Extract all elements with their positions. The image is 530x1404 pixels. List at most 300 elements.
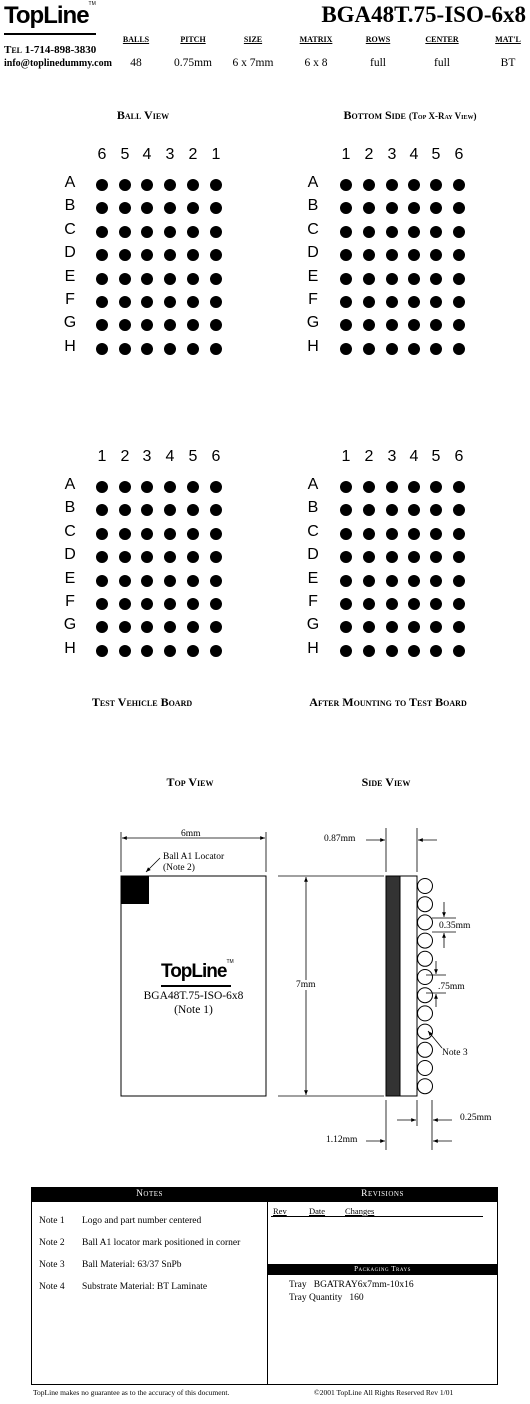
solder-ball bbox=[363, 226, 375, 238]
side-solder-ball bbox=[418, 951, 433, 966]
solder-ball bbox=[187, 179, 199, 191]
solder-ball bbox=[363, 481, 375, 493]
rev-col-changes: Changes bbox=[345, 1206, 375, 1216]
solder-ball bbox=[430, 273, 442, 285]
solder-ball bbox=[141, 202, 153, 214]
solder-ball bbox=[430, 296, 442, 308]
solder-ball bbox=[96, 226, 108, 238]
height-dim-label: 7mm bbox=[296, 980, 316, 990]
solder-ball bbox=[141, 575, 153, 587]
solder-ball bbox=[96, 504, 108, 516]
solder-ball bbox=[453, 202, 465, 214]
grid-column-number: 5 bbox=[431, 448, 441, 465]
solder-ball bbox=[164, 504, 176, 516]
solder-ball bbox=[363, 296, 375, 308]
solder-ball bbox=[210, 528, 222, 540]
side-solder-ball bbox=[418, 1042, 433, 1057]
footer-copyright: ©2001 TopLine All Rights Reserved Rev 1/01 bbox=[314, 1388, 454, 1397]
note-text: Logo and part number centered bbox=[82, 1216, 202, 1226]
solder-ball bbox=[340, 575, 352, 587]
spec-label: BALLS bbox=[122, 35, 150, 44]
solder-ball bbox=[119, 319, 131, 331]
solder-ball bbox=[363, 202, 375, 214]
substrate-side bbox=[386, 876, 400, 1096]
solder-ball bbox=[164, 202, 176, 214]
grid-column-number: 1 bbox=[97, 448, 107, 465]
bottom-side-title bbox=[343, 108, 476, 123]
solder-ball bbox=[453, 575, 465, 587]
solder-ball bbox=[119, 621, 131, 633]
solder-ball bbox=[386, 296, 398, 308]
solder-ball bbox=[141, 551, 153, 563]
solder-ball bbox=[141, 645, 153, 657]
grid-row-letter: D bbox=[64, 244, 76, 262]
solder-ball bbox=[408, 528, 420, 540]
logo-trademark: TM bbox=[88, 1, 96, 7]
grid-row-letter: G bbox=[306, 616, 320, 634]
package-part-number: BGA48T.75-ISO-6x8 bbox=[143, 990, 244, 1002]
note-text: Substrate Material: BT Laminate bbox=[82, 1282, 208, 1292]
solder-ball bbox=[386, 481, 398, 493]
note-label: Note 4 bbox=[39, 1282, 65, 1292]
solder-ball bbox=[141, 319, 153, 331]
solder-ball bbox=[210, 179, 222, 191]
solder-ball bbox=[453, 598, 465, 610]
grid-row-letter: F bbox=[65, 291, 75, 308]
solder-ball bbox=[210, 575, 222, 587]
solder-ball bbox=[119, 598, 131, 610]
note-label: Note 2 bbox=[39, 1238, 65, 1248]
solder-ball bbox=[210, 273, 222, 285]
solder-ball bbox=[363, 273, 375, 285]
notes-header: Notes bbox=[31, 1187, 268, 1202]
side-solder-ball bbox=[418, 933, 433, 948]
solder-ball bbox=[408, 551, 420, 563]
solder-ball bbox=[408, 226, 420, 238]
package-logo-text: TopLine bbox=[161, 961, 227, 982]
spec-label: SIZE bbox=[243, 35, 263, 44]
locator-label bbox=[163, 852, 224, 874]
solder-ball bbox=[363, 249, 375, 261]
grid-row-letter: A bbox=[307, 174, 319, 191]
topline-logo bbox=[4, 1, 96, 29]
revisions-header: Revisions bbox=[267, 1187, 498, 1202]
grid-column-number: 5 bbox=[188, 448, 198, 465]
solder-ball bbox=[164, 598, 176, 610]
spec-label: MATRIX bbox=[299, 35, 333, 44]
grid-row-letter: B bbox=[307, 499, 319, 517]
test-vehicle-title: Test Vehicle Board bbox=[91, 695, 193, 709]
solder-ball bbox=[164, 179, 176, 191]
solder-ball bbox=[453, 481, 465, 493]
grid-column-number: 2 bbox=[188, 146, 198, 163]
solder-ball bbox=[96, 481, 108, 493]
solder-ball bbox=[340, 481, 352, 493]
solder-ball bbox=[210, 598, 222, 610]
solder-ball bbox=[141, 249, 153, 261]
solder-ball bbox=[386, 343, 398, 355]
solder-ball bbox=[96, 551, 108, 563]
solder-ball bbox=[210, 226, 222, 238]
solder-ball bbox=[141, 273, 153, 285]
solder-ball bbox=[430, 551, 442, 563]
solder-ball bbox=[340, 179, 352, 191]
tray-qty-label: Tray Quantity bbox=[289, 1293, 343, 1303]
solder-ball bbox=[386, 551, 398, 563]
side-solder-ball bbox=[418, 1079, 433, 1094]
package-note: (Note 1) bbox=[174, 1004, 213, 1016]
solder-ball bbox=[453, 226, 465, 238]
spec-value: 6 x 8 bbox=[304, 57, 328, 69]
solder-ball bbox=[187, 504, 199, 516]
solder-ball bbox=[164, 528, 176, 540]
solder-ball bbox=[119, 528, 131, 540]
locator-label-text: Ball A1 Locator bbox=[163, 852, 225, 862]
solder-ball bbox=[119, 481, 131, 493]
solder-ball bbox=[96, 575, 108, 587]
grid-row-letter: E bbox=[307, 267, 319, 285]
rev-col-rev: Rev bbox=[273, 1206, 287, 1216]
thickness-dim-label: 0.87mm bbox=[324, 834, 356, 844]
solder-ball bbox=[210, 343, 222, 355]
solder-ball bbox=[363, 504, 375, 516]
solder-ball bbox=[408, 621, 420, 633]
spec-value: full bbox=[370, 57, 386, 69]
solder-ball bbox=[363, 551, 375, 563]
solder-ball bbox=[187, 528, 199, 540]
solder-ball bbox=[453, 551, 465, 563]
grid-row-letter: A bbox=[64, 476, 76, 493]
solder-ball bbox=[164, 249, 176, 261]
tray-value: BGATRAY6x7mm-10x16 bbox=[313, 1280, 414, 1290]
grid-column-number: 6 bbox=[211, 448, 221, 465]
grid-column-number: 1 bbox=[211, 146, 221, 163]
side-solder-ball bbox=[418, 879, 433, 894]
grid-column-number: 2 bbox=[364, 448, 374, 465]
solder-ball bbox=[408, 273, 420, 285]
grid-row-letter: E bbox=[307, 569, 319, 587]
solder-ball bbox=[187, 249, 199, 261]
grid-row-letter: A bbox=[307, 476, 319, 493]
solder-ball bbox=[210, 621, 222, 633]
solder-ball bbox=[187, 481, 199, 493]
solder-ball bbox=[453, 319, 465, 331]
solder-ball bbox=[386, 645, 398, 657]
solder-ball bbox=[187, 202, 199, 214]
grid-column-number: 1 bbox=[341, 448, 351, 465]
solder-ball bbox=[453, 343, 465, 355]
solder-ball bbox=[119, 343, 131, 355]
solder-ball bbox=[430, 319, 442, 331]
solder-ball bbox=[141, 226, 153, 238]
side-solder-ball bbox=[418, 915, 433, 930]
solder-ball bbox=[96, 273, 108, 285]
solder-ball bbox=[164, 481, 176, 493]
grid-column-number: 4 bbox=[142, 146, 152, 163]
solder-ball bbox=[386, 226, 398, 238]
logo-text: TopLine bbox=[4, 2, 89, 29]
solder-ball bbox=[96, 621, 108, 633]
solder-ball bbox=[340, 645, 352, 657]
solder-ball bbox=[164, 226, 176, 238]
phone-number: 1-714-898-3830 bbox=[24, 44, 97, 56]
grid-row-letter: D bbox=[307, 244, 319, 262]
grid-row-letter: H bbox=[64, 337, 76, 355]
side-solder-ball bbox=[418, 897, 433, 912]
solder-ball bbox=[386, 575, 398, 587]
grid-row-letter: F bbox=[308, 593, 318, 610]
spec-label: PITCH bbox=[180, 35, 206, 44]
solder-ball bbox=[386, 528, 398, 540]
solder-ball bbox=[141, 528, 153, 540]
package-logo bbox=[161, 959, 234, 982]
phone-line bbox=[4, 44, 96, 56]
solder-ball bbox=[164, 343, 176, 355]
after-mounting-title: After Mounting to Test Board bbox=[309, 695, 467, 709]
solder-ball bbox=[164, 621, 176, 633]
grid-row-letter: H bbox=[64, 639, 76, 657]
solder-ball bbox=[408, 504, 420, 516]
solder-ball bbox=[96, 343, 108, 355]
side-view-title: Side View bbox=[361, 775, 411, 789]
grid-row-letter: E bbox=[64, 267, 76, 285]
grid-column-number: 3 bbox=[165, 146, 175, 163]
logo-underline bbox=[4, 33, 96, 35]
solder-ball bbox=[119, 202, 131, 214]
solder-ball bbox=[187, 575, 199, 587]
grid-column-number: 3 bbox=[142, 448, 152, 465]
solder-ball bbox=[119, 273, 131, 285]
solder-ball bbox=[363, 575, 375, 587]
solder-ball bbox=[96, 249, 108, 261]
rev-col-date: Date bbox=[309, 1206, 326, 1216]
solder-ball bbox=[363, 343, 375, 355]
solder-ball bbox=[210, 481, 222, 493]
solder-ball bbox=[119, 504, 131, 516]
solder-ball bbox=[96, 319, 108, 331]
solder-ball bbox=[141, 179, 153, 191]
email-address[interactable]: info@toplinedummy.com bbox=[4, 58, 112, 69]
grid-column-number: 5 bbox=[431, 146, 441, 163]
tray-qty-value: 160 bbox=[349, 1293, 364, 1303]
solder-ball bbox=[430, 621, 442, 633]
solder-ball bbox=[187, 296, 199, 308]
solder-ball bbox=[453, 273, 465, 285]
solder-ball bbox=[340, 598, 352, 610]
solder-ball bbox=[408, 319, 420, 331]
side-solder-ball bbox=[418, 1024, 433, 1039]
solder-ball bbox=[164, 551, 176, 563]
locator-label-note: (Note 2) bbox=[163, 863, 195, 873]
solder-ball bbox=[340, 621, 352, 633]
solder-ball bbox=[430, 179, 442, 191]
solder-ball bbox=[340, 528, 352, 540]
part-number-title: BGA48T.75-ISO-6x8 bbox=[321, 2, 526, 27]
solder-ball bbox=[386, 598, 398, 610]
grid-row-letter: B bbox=[64, 197, 76, 215]
pitch-dim-label: .75mm bbox=[438, 982, 465, 992]
spec-value: 0.75mm bbox=[173, 57, 213, 69]
total-dim-label: 1.12mm bbox=[326, 1135, 358, 1145]
solder-ball bbox=[363, 528, 375, 540]
tray-qty-line bbox=[289, 1293, 364, 1303]
solder-ball bbox=[141, 481, 153, 493]
grid-column-number: 6 bbox=[97, 146, 107, 163]
solder-ball bbox=[119, 226, 131, 238]
solder-ball bbox=[363, 179, 375, 191]
solder-ball bbox=[386, 504, 398, 516]
grid-column-number: 6 bbox=[454, 448, 464, 465]
grid-row-letter: D bbox=[64, 546, 76, 564]
solder-ball bbox=[164, 273, 176, 285]
side-solder-ball bbox=[418, 988, 433, 1003]
solder-ball bbox=[430, 528, 442, 540]
solder-ball bbox=[119, 249, 131, 261]
solder-ball bbox=[187, 621, 199, 633]
grid-column-number: 4 bbox=[409, 146, 419, 163]
solder-ball bbox=[187, 551, 199, 563]
solder-ball bbox=[119, 575, 131, 587]
solder-ball bbox=[96, 296, 108, 308]
solder-ball bbox=[453, 621, 465, 633]
grid-row-letter: G bbox=[63, 616, 77, 634]
package-logo-underline bbox=[161, 985, 231, 987]
solder-ball bbox=[408, 343, 420, 355]
grid-row-letter: F bbox=[308, 291, 318, 308]
spec-value: BT bbox=[500, 57, 516, 69]
solder-ball bbox=[340, 319, 352, 331]
spec-value: 48 bbox=[130, 57, 142, 69]
solder-ball bbox=[210, 645, 222, 657]
solder-ball bbox=[408, 249, 420, 261]
solder-ball bbox=[453, 249, 465, 261]
solder-ball bbox=[187, 273, 199, 285]
solder-ball bbox=[408, 575, 420, 587]
side-solder-ball bbox=[418, 970, 433, 985]
spec-label: MAT'L bbox=[495, 35, 521, 44]
solder-ball bbox=[363, 621, 375, 633]
solder-ball bbox=[96, 179, 108, 191]
solder-ball bbox=[141, 343, 153, 355]
grid-row-letter: B bbox=[64, 499, 76, 517]
ball-note-label: Note 3 bbox=[442, 1048, 468, 1058]
grid-row-letter: E bbox=[64, 569, 76, 587]
solder-ball bbox=[187, 319, 199, 331]
footer-disclaimer: TopLine makes no guarantee as to the accuracy of this document. bbox=[33, 1388, 230, 1397]
solder-ball bbox=[210, 504, 222, 516]
solder-ball bbox=[164, 319, 176, 331]
ball-view-title: Ball View bbox=[116, 108, 170, 122]
solder-ball bbox=[408, 202, 420, 214]
solder-ball bbox=[386, 202, 398, 214]
solder-ball bbox=[210, 202, 222, 214]
grid-row-letter: H bbox=[307, 337, 319, 355]
a1-locator-mark bbox=[121, 876, 149, 904]
grid-row-letter: H bbox=[307, 639, 319, 657]
solder-ball bbox=[430, 226, 442, 238]
solder-ball bbox=[96, 598, 108, 610]
grid-row-letter: G bbox=[63, 314, 77, 332]
grid-row-letter: B bbox=[307, 197, 319, 215]
mold-side bbox=[400, 876, 417, 1096]
grid-column-number: 5 bbox=[120, 146, 130, 163]
spec-label: ROWS bbox=[365, 35, 391, 44]
solder-ball bbox=[210, 296, 222, 308]
solder-ball bbox=[386, 273, 398, 285]
solder-ball bbox=[141, 504, 153, 516]
ball-dim-label: 0.35mm bbox=[439, 921, 471, 931]
solder-ball bbox=[187, 226, 199, 238]
solder-ball bbox=[340, 273, 352, 285]
solder-ball bbox=[187, 598, 199, 610]
solder-ball bbox=[453, 179, 465, 191]
top-view-title: Top View bbox=[166, 775, 214, 789]
solder-ball bbox=[408, 179, 420, 191]
solder-ball bbox=[187, 645, 199, 657]
grid-column-number: 4 bbox=[409, 448, 419, 465]
solder-ball bbox=[340, 296, 352, 308]
solder-ball bbox=[430, 645, 442, 657]
locator-leader bbox=[146, 858, 160, 872]
packaging-header: Packaging Trays bbox=[267, 1264, 498, 1275]
solder-ball bbox=[408, 481, 420, 493]
grid-column-number: 1 bbox=[341, 146, 351, 163]
solder-ball bbox=[210, 249, 222, 261]
solder-ball bbox=[430, 249, 442, 261]
bottom-side-subtitle: (Top X-Ray View) bbox=[408, 111, 477, 121]
solder-ball bbox=[386, 621, 398, 633]
standoff-dim-label: 0.25mm bbox=[460, 1113, 492, 1123]
solder-ball bbox=[453, 528, 465, 540]
spec-label: CENTER bbox=[425, 35, 459, 44]
grid-column-number: 6 bbox=[454, 146, 464, 163]
solder-ball bbox=[408, 296, 420, 308]
solder-ball bbox=[96, 645, 108, 657]
note-label: Note 1 bbox=[39, 1216, 65, 1226]
side-solder-ball bbox=[418, 1006, 433, 1021]
grid-row-letter: C bbox=[307, 522, 319, 540]
note-text: Ball Material: 63/37 SnPb bbox=[82, 1260, 182, 1270]
solder-ball bbox=[119, 645, 131, 657]
grid-column-number: 2 bbox=[364, 146, 374, 163]
grid-row-letter: F bbox=[65, 593, 75, 610]
solder-ball bbox=[430, 202, 442, 214]
solder-ball bbox=[119, 179, 131, 191]
solder-ball bbox=[340, 551, 352, 563]
grid-row-letter: C bbox=[64, 220, 76, 238]
solder-ball bbox=[340, 226, 352, 238]
solder-ball bbox=[96, 528, 108, 540]
solder-ball bbox=[453, 645, 465, 657]
solder-ball bbox=[386, 179, 398, 191]
tray-label: Tray bbox=[289, 1280, 307, 1290]
solder-ball bbox=[164, 296, 176, 308]
solder-ball bbox=[164, 575, 176, 587]
note-label: Note 3 bbox=[39, 1260, 65, 1270]
solder-ball bbox=[340, 504, 352, 516]
solder-ball bbox=[386, 249, 398, 261]
grid-row-letter: D bbox=[307, 546, 319, 564]
grid-row-letter: G bbox=[306, 314, 320, 332]
solder-ball bbox=[210, 551, 222, 563]
side-ball-column bbox=[418, 879, 433, 1094]
solder-ball bbox=[141, 621, 153, 633]
solder-ball bbox=[430, 343, 442, 355]
rev-header-rule bbox=[271, 1216, 483, 1217]
solder-ball bbox=[141, 598, 153, 610]
solder-ball bbox=[363, 319, 375, 331]
spec-value: 6 x 7mm bbox=[232, 57, 274, 69]
